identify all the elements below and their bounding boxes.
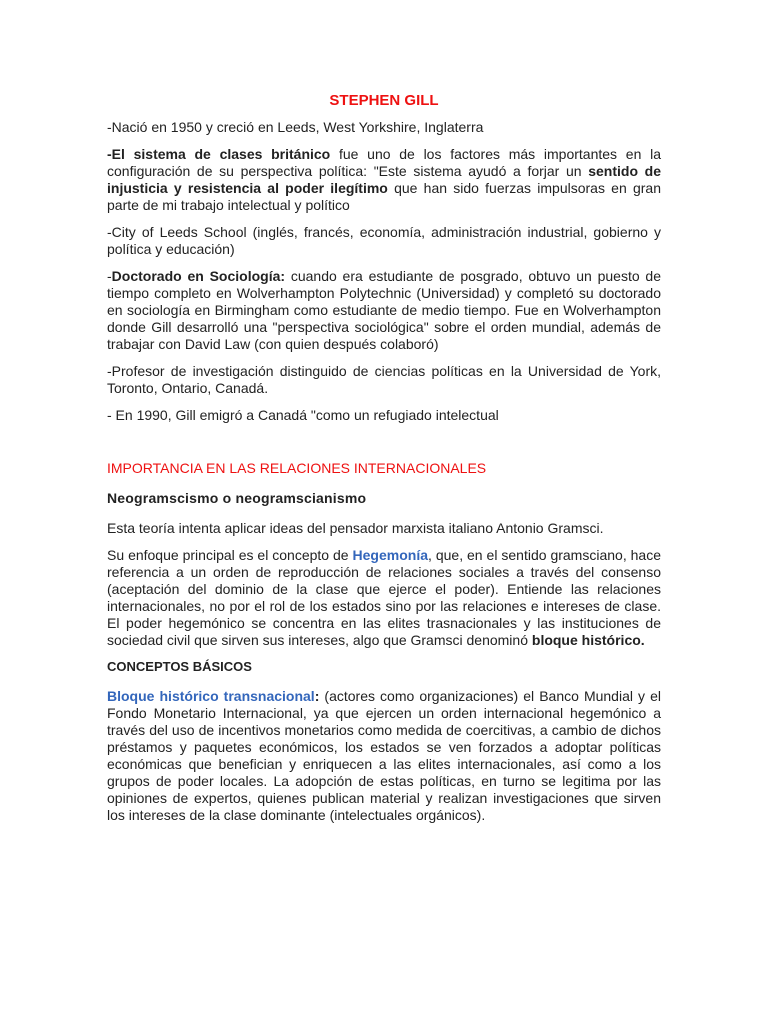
concept-transnational-bloc-link[interactable]: Bloque histórico transnacional (107, 688, 315, 704)
bio-doctorate-rest: cuando era estudiante de posgrado, obtuvo un puesto de tiempo completo en Wolverhampton Polytechnic (Universidad) y completó su doctorado en sociología en Birmingham como estudiante de medio tiempo. Fue en Wolverhampton donde Gill desarrolló una "perspectiva sociológica" sobre el orden mundial, además de trabajar con David Law (con quien después colaboró) (107, 268, 661, 352)
bio-school-text: -City of Leeds School (inglés, francés, economía, administración industrial, gobierno y política y educación) (107, 224, 661, 257)
theory-intro (107, 520, 661, 537)
section-subheading: Neogramscismo o neogramscianismo (107, 490, 367, 506)
bio-class-system-lead: -El sistema de clases británico (107, 146, 331, 162)
bio-class-system-bold: sentido de injusticia y resistencia al poder ilegítimo (107, 163, 661, 196)
bio-doctorate-lead: Doctorado en Sociología: (111, 268, 286, 284)
bio-professor-text: -Profesor de investigación distinguido de ciencias políticas en la Universidad de York, Toronto, Ontario, Canadá. (107, 363, 661, 396)
hegemony-start: Su enfoque principal es el concepto de (107, 547, 353, 563)
hegemony-paragraph (107, 547, 661, 649)
bio-class-system (107, 146, 661, 214)
document-title: STEPHEN GILL (329, 92, 439, 109)
bio-doctorate-dash: - (107, 268, 112, 284)
concept-colon: : (314, 688, 320, 704)
bio-professor (107, 363, 661, 397)
hegemony-rest: , que, en el sentido gramsciano, hace referencia a un orden de reproducción de relaciones sociales a través del consenso (aceptación del dominio de la clase que ejerce el poder). Entiende las relaciones internacionales, no por el rol de los estados sino por las relaciones e intereses de clase. El poder hegemónico se concentra en las elites trasnacionales y las instituciones de sociedad civil que sirven sus intereses, algo que Gramsci denominó (107, 547, 662, 648)
bio-class-system-end: que han sido fuerzas impulsoras en gran parte de mi trabajo intelectual y político (107, 180, 661, 213)
concepts-heading: CONCEPTOS BÁSICOS (107, 659, 252, 674)
hegemony-link[interactable]: Hegemonía (352, 547, 428, 563)
theory-intro-text: Esta teoría intenta aplicar ideas del pensador marxista italiano Antonio Gramsci. (107, 520, 604, 536)
bio-doctorate (107, 268, 661, 353)
bio-class-system-mid: fue uno de los factores más importantes en la configuración de su perspectiva política: "Este sistema ayudó a forjar un (107, 146, 661, 179)
bio-school (107, 224, 661, 258)
bio-birth (107, 119, 661, 136)
section-heading: IMPORTANCIA EN LAS RELACIONES INTERNACIONALES (107, 460, 487, 476)
hegemony-bold: bloque histórico. (531, 632, 645, 648)
document-page (107, 92, 661, 834)
concept-transnational-bloc (107, 688, 661, 824)
bio-emigration (107, 407, 661, 424)
bio-birth-text: -Nació en 1950 y creció en Leeds, West Yorkshire, Inglaterra (107, 119, 484, 135)
bio-emigration-text: - En 1990, Gill emigró a Canadá "como un refugiado intelectual (107, 407, 499, 423)
concept-transnational-bloc-text: (actores como organizaciones) el Banco Mundial y el Fondo Monetario Internacional, ya que ejercen un orden internacional hegemónico a través del uso de incentivos monetarios como medida de coercitivas, a cambio de dichos préstamos y paquetes económicos, los estados se ven forzados a adoptar políticas económicas que benefician y enriquecen a las elites internacionales, así como a los grupos de poder locales. La adopción de estas políticas, en turno se legitima por las opiniones de expertos, quienes publican material y realizan investigaciones que sirven los intereses de la clase dominante (intelectuales orgánicos). (107, 688, 661, 823)
